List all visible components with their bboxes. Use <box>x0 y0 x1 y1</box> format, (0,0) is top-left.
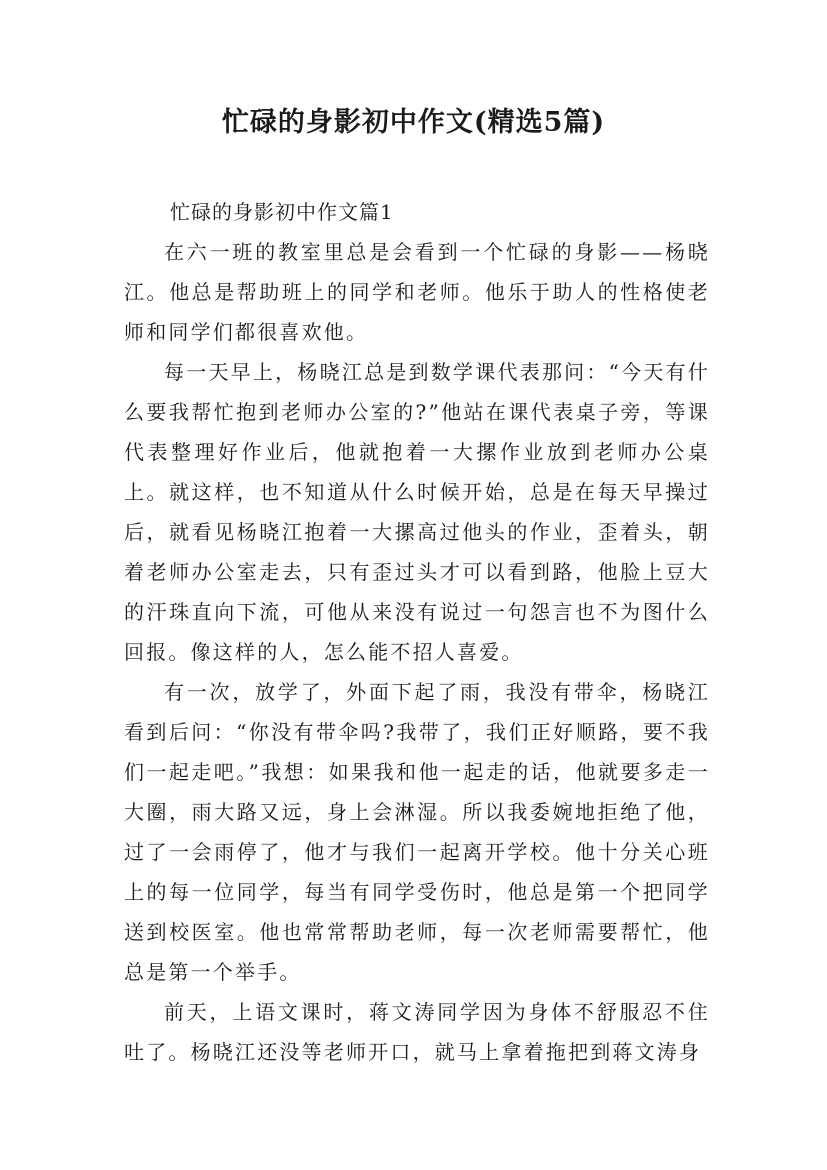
document-title: 忙碌的身影初中作文(精选5篇) <box>221 107 606 138</box>
paragraph-2: 每一天早上，杨晓江总是到数学课代表那问：“今天有什么要我帮忙抱到老师办公室的?”他站在课代表桌子旁，等课代表整理好作业后，他就抱着一大摞作业放到老师办公桌上。就这样，也不知道从什么时候开始，总是在每天早操过后，就看见杨晓江抱着一大摞高过他头的作业，歪着头，朝着老师办公室走去，只有歪过头才可以看到路，他脸上豆大的汗珠直向下流，可他从来没有说过一句怨言也不为图什么回报。像这样的人，怎么能不招人喜爱。 <box>124 360 710 664</box>
paragraph-4: 前天，上语文课时，蒋文涛同学因为身体不舒服忍不住吐了。杨晓江还没等老师开口，就马上拿着拖把到蒋文涛身 <box>124 1000 710 1064</box>
paragraph-1: 在六一班的教室里总是会看到一个忙碌的身影——杨晓江。他总是帮助班上的同学和老师。他乐于助人的性格使老师和同学们都很喜欢他。 <box>124 240 710 344</box>
document-body <box>124 192 710 1072</box>
section-heading: 忙碌的身影初中作文篇1 <box>170 200 394 224</box>
paragraph-3: 有一次，放学了，外面下起了雨，我没有带伞，杨晓江看到后问：“你没有带伞吗?我带了，我们正好顺路，要不我们一起走吧。”我想：如果我和他一起走的话，他就要多走一大圈，雨大路又远，身上会淋湿。所以我委婉地拒绝了他，过了一会雨停了，他才与我们一起离开学校。他十分关心班上的每一位同学，每当有同学受伤时，他总是第一个把同学送到校医室。他也常常帮助老师，每一次老师需要帮忙，他总是第一个举手。 <box>124 680 710 984</box>
